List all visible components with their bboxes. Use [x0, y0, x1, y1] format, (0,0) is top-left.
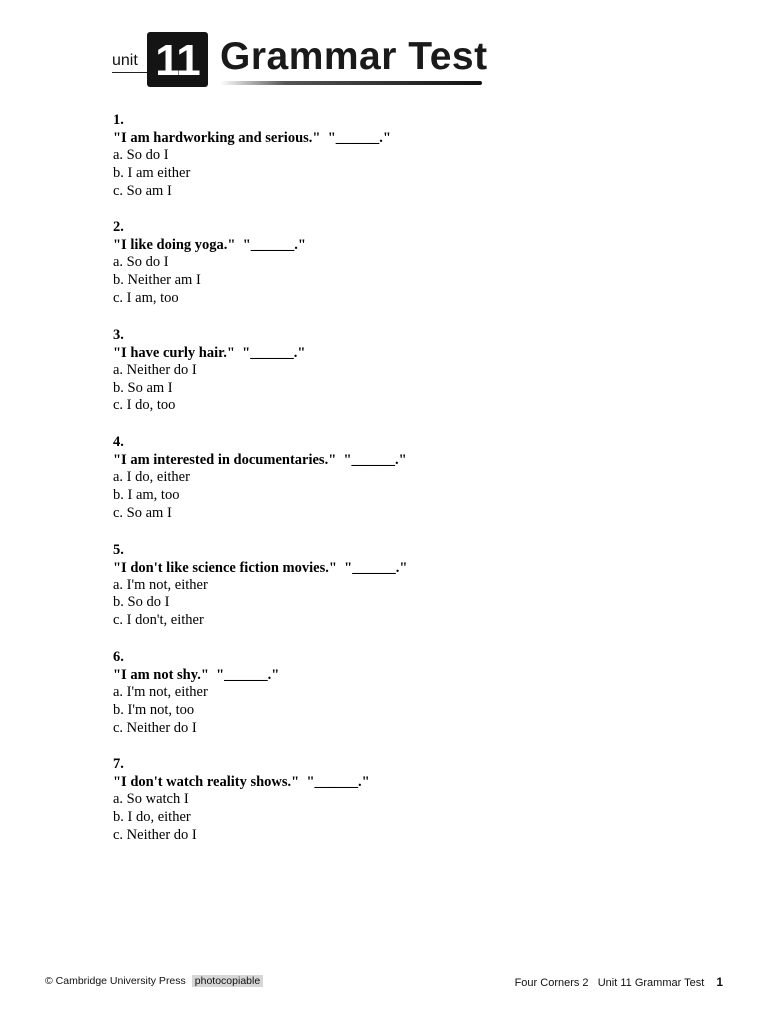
question-stem: "I like doing yoga." "______." — [113, 237, 306, 254]
unit-number: 11 — [155, 36, 200, 85]
answer-option-b: b. So am I — [113, 379, 173, 396]
question-number: 5. — [113, 541, 124, 558]
page-header — [112, 31, 492, 91]
answer-option-c: c. I am, too — [113, 289, 179, 306]
question-stem: "I don't watch reality shows." "______." — [113, 774, 370, 791]
question-number: 1. — [113, 112, 124, 128]
answer-option-b: b. I am either — [113, 164, 191, 181]
question-number: 2. — [113, 219, 124, 236]
answer-option-a: a. So do I — [113, 254, 169, 271]
answer-option-b: b. So do I — [113, 594, 170, 611]
question-item — [113, 541, 713, 630]
unit-label: unit — [112, 52, 138, 69]
answer-option-a: a. I do, either — [113, 469, 190, 486]
question-number: 6. — [113, 648, 124, 665]
photocopiable-badge: photocopiable — [192, 975, 263, 987]
answer-option-a: a. I'm not, either — [113, 683, 208, 700]
question-number: 3. — [113, 326, 124, 343]
question-item — [113, 433, 713, 522]
question-item — [113, 326, 713, 415]
answer-option-a: a. So watch I — [113, 791, 189, 808]
answer-option-b: b. I do, either — [113, 809, 191, 826]
question-number: 4. — [113, 434, 124, 451]
answer-option-c: c. So am I — [113, 182, 172, 199]
answer-option-a: a. I'm not, either — [113, 576, 208, 593]
answer-option-b: b. I'm not, too — [113, 701, 195, 718]
question-item — [113, 648, 713, 737]
answer-option-a: a. So do I — [113, 147, 169, 163]
question-stem: "I have curly hair." "______." — [113, 344, 306, 361]
answer-option-c: c. Neither do I — [113, 826, 197, 843]
course-name: Four Corners 2 — [514, 977, 589, 989]
page-title: Grammar Test — [220, 35, 488, 78]
question-stem: "I am not shy." "______." — [113, 666, 280, 683]
answer-option-b: b. I am, too — [113, 486, 180, 503]
question-list — [113, 111, 713, 863]
unit-underline — [112, 72, 148, 73]
question-stem: "I am interested in documentaries." "______." — [113, 452, 407, 469]
answer-option-c: c. I do, too — [113, 397, 176, 414]
title-underline — [220, 81, 482, 85]
question-stem: "I don't like science fiction movies." "______." — [113, 559, 408, 576]
footer-copyright — [45, 975, 263, 987]
answer-option-b: b. Neither am I — [113, 272, 201, 289]
answer-option-c: c. I don't, either — [113, 612, 204, 629]
question-item — [113, 218, 713, 307]
answer-option-c: c. So am I — [113, 504, 172, 521]
answer-option-c: c. Neither do I — [113, 719, 197, 736]
footer-course-info — [515, 975, 723, 989]
question-item — [113, 111, 713, 200]
answer-option-a: a. Neither do I — [113, 361, 197, 378]
question-stem: "I am hardworking and serious." "______." — [113, 130, 391, 146]
copyright-text: © Cambridge University Press — [45, 975, 186, 987]
page-number: 1 — [716, 975, 723, 989]
question-number: 7. — [113, 756, 124, 773]
question-item — [113, 755, 713, 844]
unit-test-title: Unit 11 Grammar Test — [597, 977, 705, 989]
